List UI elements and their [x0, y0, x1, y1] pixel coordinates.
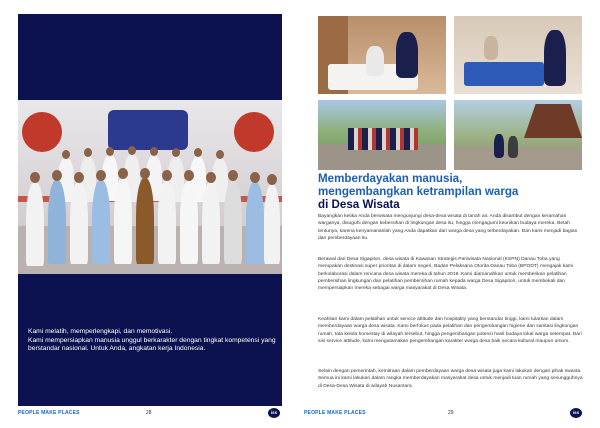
street [454, 148, 582, 170]
head [74, 172, 84, 183]
head [162, 170, 172, 181]
person [136, 178, 154, 264]
photo-village-group [318, 100, 446, 170]
head [30, 172, 40, 183]
body-paragraph-4: Selain dengan pemerintah, kemitraan dalam pemberdayaan warga desa wisata juga kami lakukan dengan pihak swasta. Semua ini kami lakukan dalam rangka memberdayakan masyarakat desa untuk menjadi tuan rumah yang sesungguhnya di Desa-Desa Wisata di wilayah Nusantara. [318, 369, 583, 389]
head [96, 170, 106, 181]
photo-bed-making-2 [454, 16, 582, 94]
page-number: 29 [448, 410, 454, 416]
headline-line-2: mengembangkan ketrampilan warga [318, 185, 519, 198]
blue-mattress [464, 62, 544, 86]
person [70, 182, 88, 264]
head [172, 148, 180, 157]
caption-line-1: Kami melatih, memperlengkapi, dan memotivasi. [28, 328, 173, 335]
head [128, 146, 136, 155]
right-page [300, 0, 600, 428]
head [106, 147, 114, 156]
headline-line-3: di Desa Wisata [318, 198, 400, 211]
person [26, 182, 44, 266]
group-of-people [348, 128, 418, 150]
person [494, 134, 504, 158]
person [202, 182, 220, 264]
head [84, 148, 92, 157]
caption-line-2: Kami mempersiapkan manusia unggul berkarakter dengan tingkat kompetensi yang berstandar nasional. Untuk Anda, angkatan kerja Indonesia. [28, 336, 276, 352]
page-number: 28 [146, 410, 152, 416]
person [396, 32, 418, 78]
person [366, 46, 384, 76]
navy-panel [18, 14, 282, 406]
iss-logo: iss [570, 408, 582, 418]
person [508, 136, 518, 158]
photo-bed-making-1 [318, 16, 446, 94]
traditional-roof [524, 104, 582, 138]
head [250, 172, 260, 183]
body-paragraph-3: Keahlian kami dalam pelatihan untuk service attitude dan hospitality yang berstandar tinggi, kami tularkan dalam memberdayaan warga desa wisata. Kami berfokus pada pelatihan dan pengembangan higiene dan sanitasi lingkungan rumah, tata kelola homestay di wilayah tersebut, hingga pengembangan potensi hasil budaya lokal warga setempat. Dari sisi service attitude, kami mengutamakan pengembangan karakter warga desa baik secara kultural maupun umum. [318, 317, 582, 345]
head [52, 170, 62, 181]
head [184, 170, 194, 181]
iss-logo: iss [268, 408, 280, 418]
person [484, 36, 498, 60]
footer-tagline: PEOPLE MAKE PLACES [18, 410, 80, 416]
person [264, 184, 280, 264]
headline [318, 172, 588, 211]
body-paragraph-1: Bayangkan ketika Anda berwisata mengunjungi desa-desa wisata di tanah air. Anda disambut dengan keramahan warganya, disuguhi dengan kebersihan di lingkungan desa itu, hingga mengagumi keunikan budaya mereka. Betah tentunya, karena kenyamananlah yang Anda dapatkan dari warga desa yang terberdayakan. Dan kami menjadi bagian dari pemberdayaan itu. [318, 214, 578, 242]
head [118, 168, 128, 179]
head [62, 150, 70, 159]
person [224, 180, 242, 264]
head [267, 174, 277, 185]
person [48, 180, 66, 264]
person [180, 180, 198, 264]
group-photo [18, 100, 282, 274]
head [206, 172, 216, 183]
banner-center [108, 110, 188, 150]
person [158, 180, 176, 264]
body-paragraph-2: Berawal dari Desa Sigapiton, desa wisata di Kawasan Strategis Pariwisata Nasional (KSPN) Danau Toba yang merupakan destinasi super prioritas di dalam negeri, Badan Pelaksana Otorita Danau Toba (BPODT) mengajak kami berkolaborasi dalam rencana desa wisata mereka di tahun 2019. Kami diamanahkan untuk memberikan pelatihan pembersihan lingkungan dan pelatihan pembersihan rumah kepada warga Desa Sigapiton, untuk membekali dan mempersiapkan mereka sebagai warga masyarakat di Desa Wisata. [318, 257, 574, 292]
head [216, 150, 224, 159]
footer-tagline: PEOPLE MAKE PLACES [304, 410, 366, 416]
head [194, 148, 202, 157]
person [246, 182, 264, 264]
headline-line-1: Memberdayakan manusia, [318, 172, 463, 185]
head [140, 168, 150, 179]
head [228, 170, 238, 181]
person [114, 178, 132, 264]
banner-right [234, 112, 274, 152]
photo-village-street [454, 100, 582, 170]
caption [28, 328, 278, 354]
banner-left [22, 112, 62, 152]
head [150, 147, 158, 156]
person [544, 30, 566, 86]
person [92, 180, 110, 264]
